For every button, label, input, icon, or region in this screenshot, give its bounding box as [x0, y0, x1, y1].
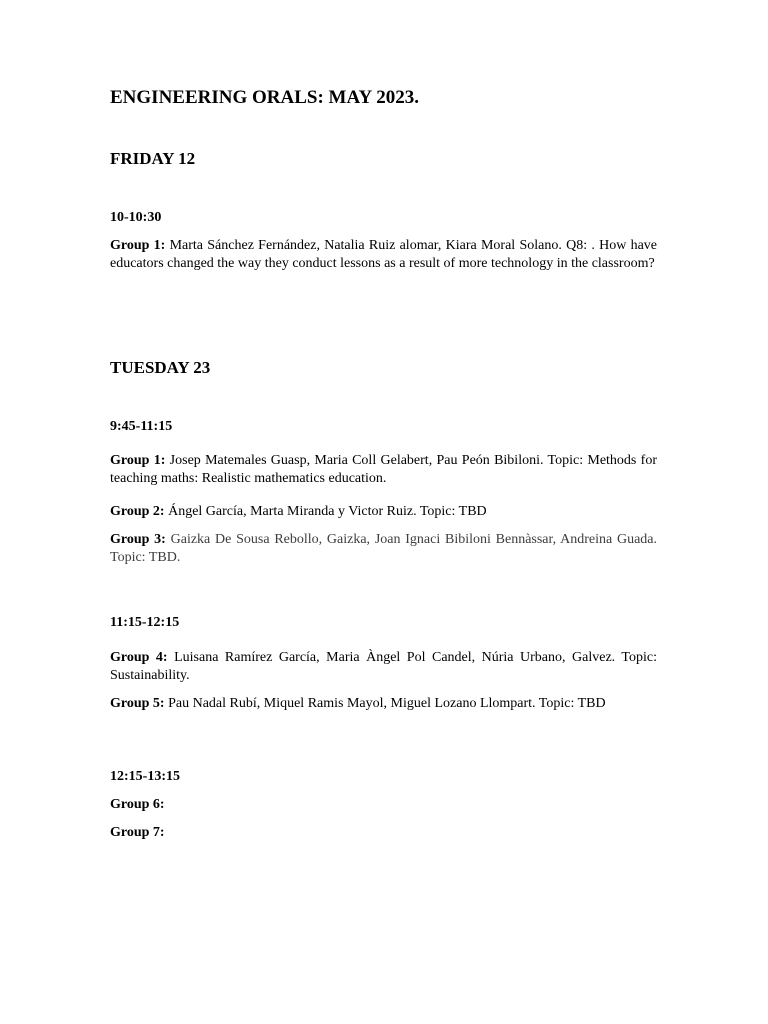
time-slot-friday-1: 10-10:30: [110, 210, 162, 225]
time-slot-tuesday-1: 9:45-11:15: [110, 419, 173, 434]
group-label: Group 6:: [110, 797, 165, 812]
group-entry-tuesday-7: [110, 824, 657, 842]
group-label: Group 1:: [110, 453, 166, 468]
group-label: Group 4:: [110, 650, 168, 665]
group-label: Group 5:: [110, 696, 165, 711]
group-label: Group 7:: [110, 825, 165, 840]
group-label: Group 1:: [110, 238, 166, 253]
group-text: Pau Nadal Rubí, Miquel Ramis Mayol, Miguel Lozano Llompart. Topic: TBD: [164, 696, 606, 711]
group-text: Luisana Ramírez García, Maria Àngel Pol Candel, Núria Urbano, Galvez. Topic: Sustainability.: [110, 650, 657, 683]
group-entry-tuesday-5: [110, 695, 657, 713]
group-entry-tuesday-1: [110, 452, 657, 488]
group-text: Marta Sánchez Fernández, Natalia Ruiz alomar, Kiara Moral Solano. Q8: . How have educators changed the way they conduct lessons as a result of more technology in the classroom?: [110, 238, 657, 271]
page-title: ENGINEERING ORALS: MAY 2023.: [110, 87, 419, 108]
time-slot-tuesday-3: 12:15-13:15: [110, 769, 180, 784]
group-text: Ángel García, Marta Miranda y Victor Ruiz. Topic: TBD: [164, 504, 487, 519]
day-heading-friday: FRIDAY 12: [110, 149, 196, 168]
group-entry-tuesday-4: [110, 649, 657, 685]
group-entry-friday-1: [110, 237, 657, 273]
group-text: Josep Matemales Guasp, Maria Coll Gelabert, Pau Peón Bibiloni. Topic: Methods for teaching maths: Realistic mathematics education.: [110, 453, 658, 486]
time-slot-tuesday-2: 11:15-12:15: [110, 615, 180, 630]
group-label: Group 2:: [110, 504, 165, 519]
day-heading-tuesday: TUESDAY 23: [110, 358, 211, 377]
group-label: Group 3:: [110, 532, 166, 547]
group-entry-tuesday-2: [110, 503, 657, 521]
group-text: Gaizka De Sousa Rebollo, Gaizka, Joan Ignaci Bibiloni Bennàssar, Andreina Guada. Topic: TBD.: [110, 532, 657, 565]
group-entry-tuesday-6: [110, 796, 657, 814]
group-entry-tuesday-3: [110, 531, 657, 567]
